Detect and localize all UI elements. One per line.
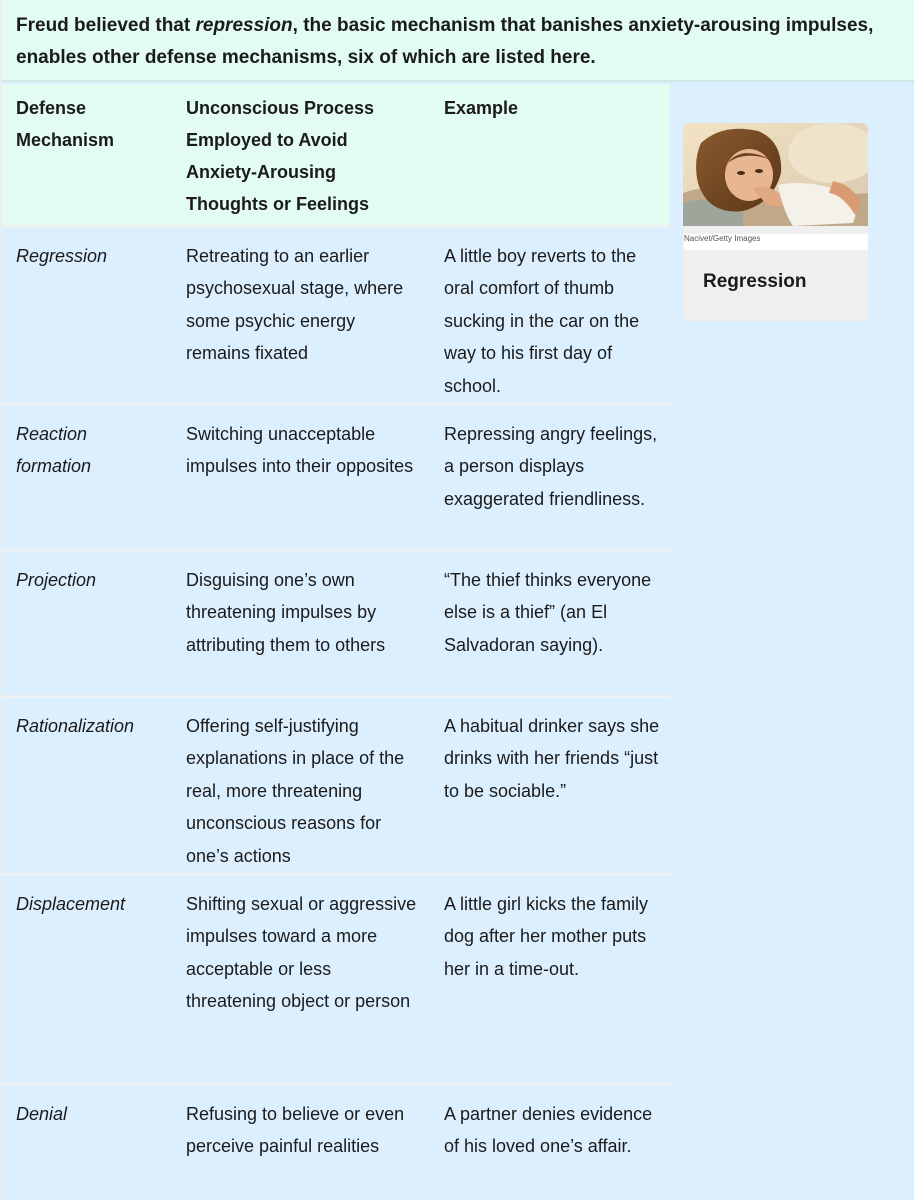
table-row [2, 874, 670, 1084]
caption-prefix: Freud believed that [16, 15, 196, 36]
process-cell: Disguising one’s own threatening impulses by attributing them to others [172, 550, 430, 696]
example-cell: A habitual drinker says she drinks with her friends “just to be sociable.” [430, 696, 670, 874]
mechanism-cell: Rationalization [2, 696, 172, 874]
regression-photo [683, 123, 868, 226]
process-cell: Refusing to believe or even perceive painful realities [172, 1084, 430, 1196]
header-example: Example [444, 98, 519, 118]
process-cell: Switching unacceptable impulses into their opposites [172, 404, 430, 550]
process-cell: Offering self-justifying explanations in place of the real, more threatening unconscious reasons for one’s actions [172, 696, 430, 874]
mechanism-cell: Reaction formation [2, 404, 172, 550]
regression-image-card [683, 123, 868, 321]
image-card-title: Regression [703, 271, 807, 292]
process-cell: Shifting sexual or aggressive impulses toward a more acceptable or less threatening object or person [172, 874, 430, 1084]
header-unconscious-process: Unconscious Process Employed to Avoid Anxiety-Arousing Thoughts or Feelings [186, 98, 375, 214]
mechanism-cell: Displacement [2, 874, 172, 1084]
table-row [2, 1084, 670, 1196]
header-defense-mechanism: Defense Mechanism [16, 98, 115, 150]
table-row [2, 550, 670, 696]
example-cell: A little girl kicks the family dog after her mother puts her in a time-out. [430, 874, 670, 1084]
caption-emphasis: repression [195, 15, 293, 36]
table-header-row [2, 84, 670, 226]
table-caption [2, 0, 914, 82]
mechanism-cell: Regression [2, 226, 172, 404]
mechanism-cell: Projection [2, 550, 172, 696]
photo-credit: Nacivet/Getty Images [684, 234, 868, 250]
example-cell: A little boy reverts to the oral comfort of thumb sucking in the car on the way to his first day of school. [430, 226, 670, 404]
caption-suffix: , the basic mechanism that banishes anxiety-arousing impulses, enables other defense mechanisms, six of which are listed here. [16, 15, 874, 68]
mechanism-cell: Denial [2, 1084, 172, 1196]
example-cell: A partner denies evidence of his loved one’s affair. [430, 1084, 670, 1196]
defense-mechanisms-table [2, 84, 670, 1196]
example-cell: “The thief thinks everyone else is a thief” (an El Salvadoran saying). [430, 550, 670, 696]
table-row [2, 404, 670, 550]
girl-sucking-thumb-photo [683, 123, 868, 226]
table-row [2, 696, 670, 874]
process-cell: Retreating to an earlier psychosexual stage, where some psychic energy remains fixated [172, 226, 430, 404]
table-row [2, 226, 670, 404]
example-cell: Repressing angry feelings, a person displays exaggerated friendliness. [430, 404, 670, 550]
